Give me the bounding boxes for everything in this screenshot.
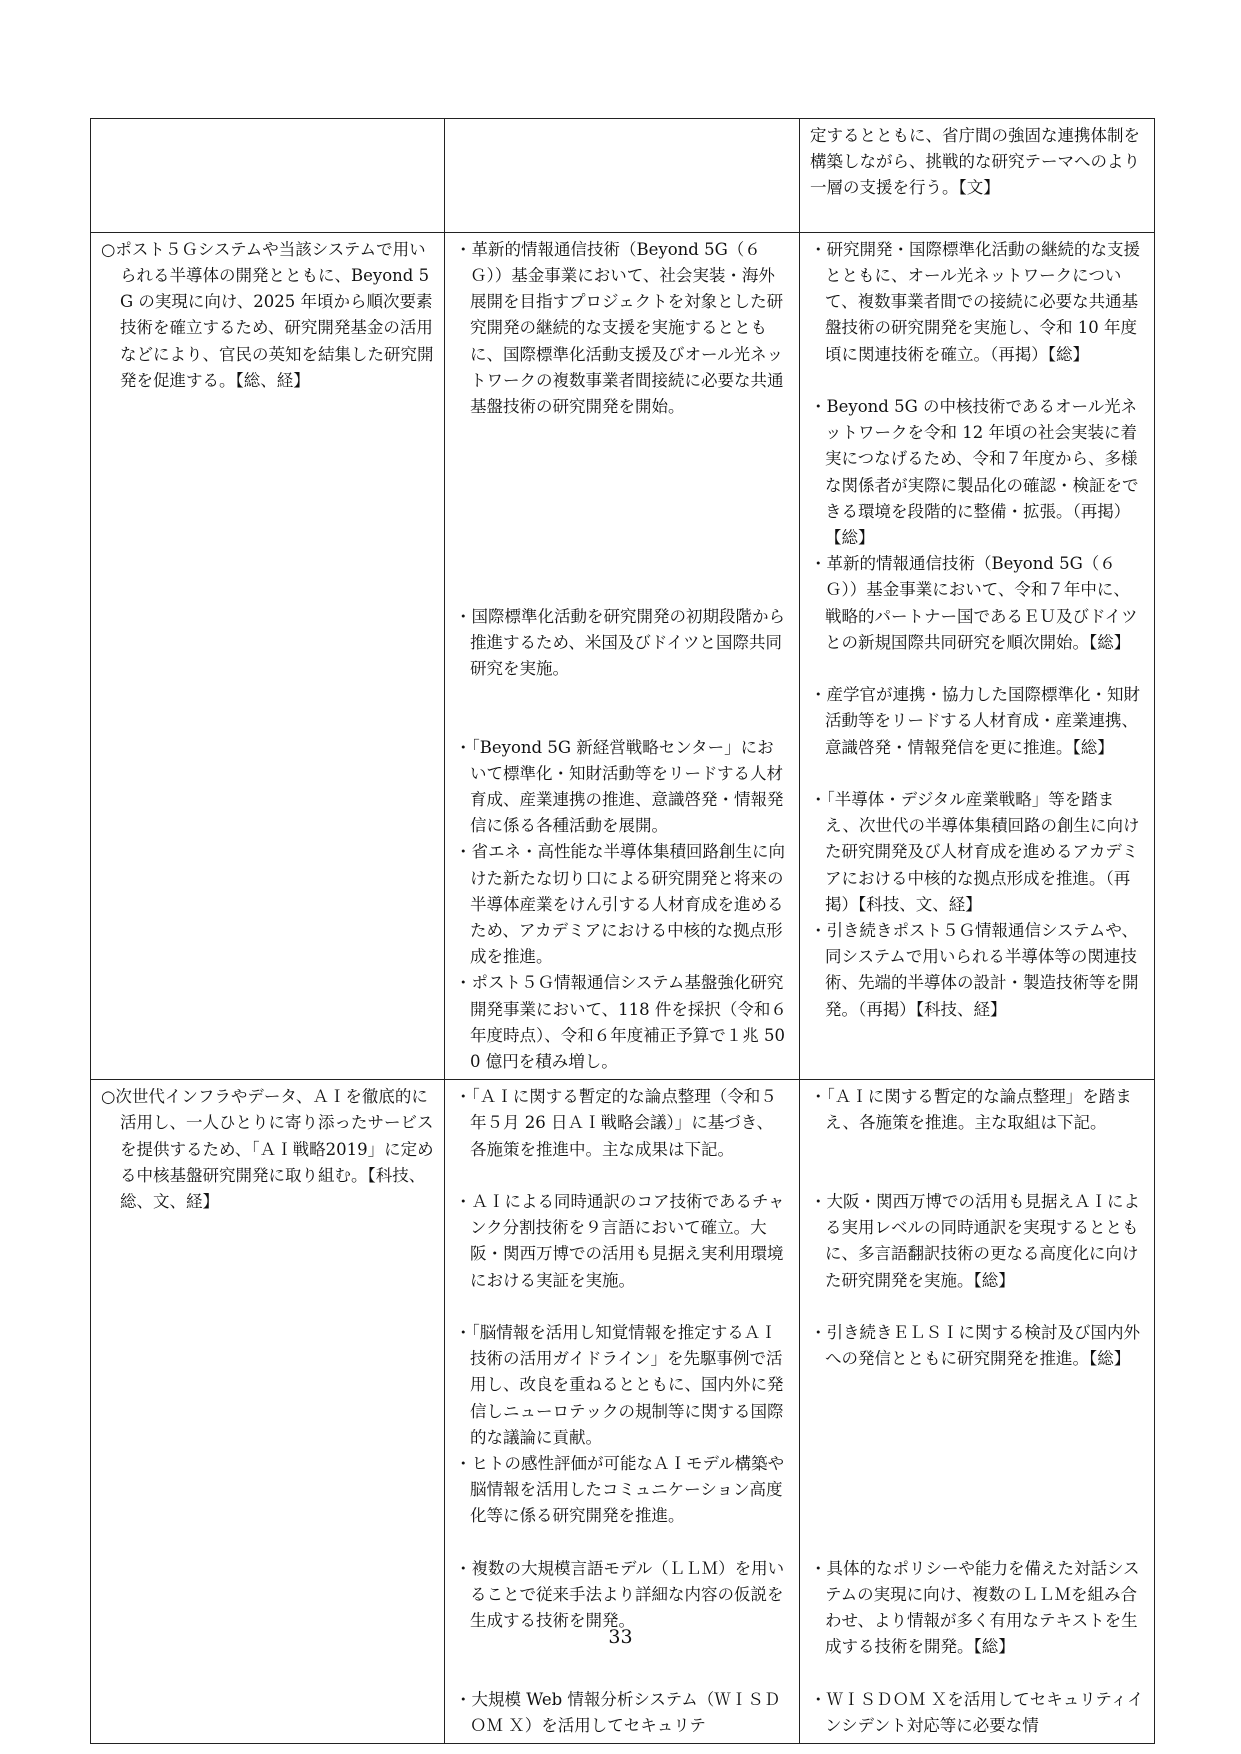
table-row <box>91 232 1155 1079</box>
next-step-item: ・「ＡＩに関する暫定的な論点整理」を踏まえ、各施策を推進。主な取組は下記。 <box>810 1087 1132 1133</box>
next-step-item: ・引き続きポスト５Ｇ情報通信システムや、同システムで用いられる半導体等の関連技術、先端的半導体の設計・製造技術等を開発。（再掲）【科技、経】 <box>810 921 1139 1019</box>
next-step-item: ・大阪・関西万博での活用も見据えＡＩによる実用レベルの同時通訳を実現するとともに、多言語翻訳技術の更なる高度化に向けた研究開発を実施。【総】 <box>810 1192 1140 1290</box>
next-step-item: ・引き続きＥＬＳＩに関する検討及び国内外への発信とともに研究開発を推進。【総】 <box>810 1323 1140 1369</box>
achievement-item: ・省エネ・高性能な半導体集積回路創生に向けた新たな切り口による研究開発と将来の半導体産業をけん引する人材育成を進めるため、アカデミアにおける中核的な拠点形成を推進。 <box>455 842 785 967</box>
achievements-cell <box>445 232 800 1079</box>
achievement-item: ・国際標準化活動を研究開発の初期段階から推進するため、米国及びドイツと国際共同研究を実施。 <box>455 606 785 678</box>
next-step-item: ・ＷＩＳＤＯＭ Ｘを活用してセキュリティインシデント対応等に必要な情 <box>810 1689 1144 1736</box>
policy-table-body <box>91 119 1155 1744</box>
next-step-item: ・Beyond 5G の中核技術であるオール光ネットワークを令和 12 年頃の社会実装に着実につなげるため、令和７年度から、多様な関係者が実際に製品化の確認・検証をできる環境を段階的に整備・拡張。（再掲）【総】 <box>810 396 1139 547</box>
achievement-item: ・革新的情報通信技術（Beyond 5G（６Ｇ））基金事業において、社会実装・海外展開を目指すプロジェクトを対象とした研究開発の継続的な支援を実施するとともに、国際標準化活動支援及びオール光ネットワークの複数事業者間接続に必要な共通基盤技術の研究開発を開始。 <box>455 239 784 417</box>
page-number: 33 <box>608 1626 633 1648</box>
next-step-item: ・産学官が連携・協力した国際標準化・知財活動等をリードする人材育成・産業連携、意識啓発・情報発信を更に推進。【総】 <box>810 685 1140 757</box>
achievement-item: ・「脳情報を活用し知覚情報を推定するＡＩ技術の活用ガイドライン」を先駆事例で活用し、改良を重ねるとともに、国内外に発信しニューロテックの規制等に関する国際的な議論に貢献。 <box>455 1323 784 1447</box>
next-steps-cell <box>800 119 1155 233</box>
next-step-item: 定するとともに、省庁間の強固な連携体制を構築しながら、挑戦的な研究テーマへのより一層の支援を行う。【文】 <box>810 126 1140 198</box>
achievement-item: ・ポスト５Ｇ情報通信システム基盤強化研究開発事業において、118 件を採択（令和６年度時点）、令和６年度補正予算で１兆 500 億円を積み増し。 <box>455 973 787 1072</box>
policy-table <box>90 118 1155 1744</box>
next-step-item: ・「半導体・デジタル産業戦略」等を踏まえ、次世代の半導体集積回路の創生に向けた研究開発及び人材育成を進めるアカデミアにおける中核的な拠点形成を推進。（再掲）【科技、文、経】 <box>810 790 1140 914</box>
goal-cell <box>91 232 445 1079</box>
achievement-item: ・ＡＩによる同時通訳のコア技術であるチャンク分割技術を９言語において確立。大阪・関西万博での活用も見据え実利用環境における実証を実施。 <box>455 1192 785 1290</box>
achievement-item: ・複数の大規模言語モデル（ＬＬＭ）を用いることで従来手法より詳細な内容の仮説を生成する技術を開発。 <box>455 1558 785 1631</box>
goal-cell <box>91 119 445 233</box>
achievement-item: ・大規模 Web 情報分析システム（ＷＩＳＤＯＭ Ｘ）を活用してセキュリテ <box>455 1689 781 1736</box>
next-step-item: ・研究開発・国際標準化活動の継続的な支援とともに、オール光ネットワークについて、複数事業者間での接続に必要な共通基盤技術の研究開発を実施し、令和 10 年度頃に関連技術を確立。（再掲）【総】 <box>810 239 1140 364</box>
goal-text: ○次世代インフラやデータ、ＡＩを徹底的に活用し、一人ひとりに寄り添ったサービスを提供するため、「ＡＩ戦略2019」に定める中核基盤研究開発に取り組む。【科技、総、文、経】 <box>101 1087 434 1212</box>
achievement-item: ・「ＡＩに関する暫定的な論点整理（令和５年５月 26 日ＡＩ戦略会議）」に基づき、各施策を推進中。主な成果は下記。 <box>455 1087 777 1159</box>
goal-text: ○ポスト５Ｇシステムや当該システムで用いられる半導体の開発とともに、Beyond 5G の実現に向け、2025 年頃から順次要素技術を確立するため、研究開発基金の活用などにより、官民の英知を結集した研究開発を促進する。【総、経】 <box>101 239 434 390</box>
next-steps-cell <box>800 232 1155 1079</box>
next-step-item: ・革新的情報通信技術（Beyond 5G（６Ｇ））基金事業において、令和７年中に、戦略的パートナー国であるＥＵ及びドイツとの新規国際共同研究を順次開始。【総】 <box>810 554 1138 652</box>
achievement-item: ・ヒトの感性評価が可能なＡＩモデル構築や脳情報を活用したコミュニケーション高度化等に係る研究開発を推進。 <box>455 1454 785 1526</box>
achievement-item: ・「Beyond 5G 新経営戦略センター」において標準化・知財活動等をリードする人材育成、産業連携の推進、意識啓発・情報発信に係る各種活動を展開。 <box>455 737 784 836</box>
achievements-cell <box>445 119 800 233</box>
next-step-item: ・具体的なポリシーや能力を備えた対話システムの実現に向け、複数のＬＬＭを組み合わせ、より情報が多く有用なテキストを生成する技術を開発。【総】 <box>810 1558 1140 1657</box>
table-row <box>91 119 1155 233</box>
